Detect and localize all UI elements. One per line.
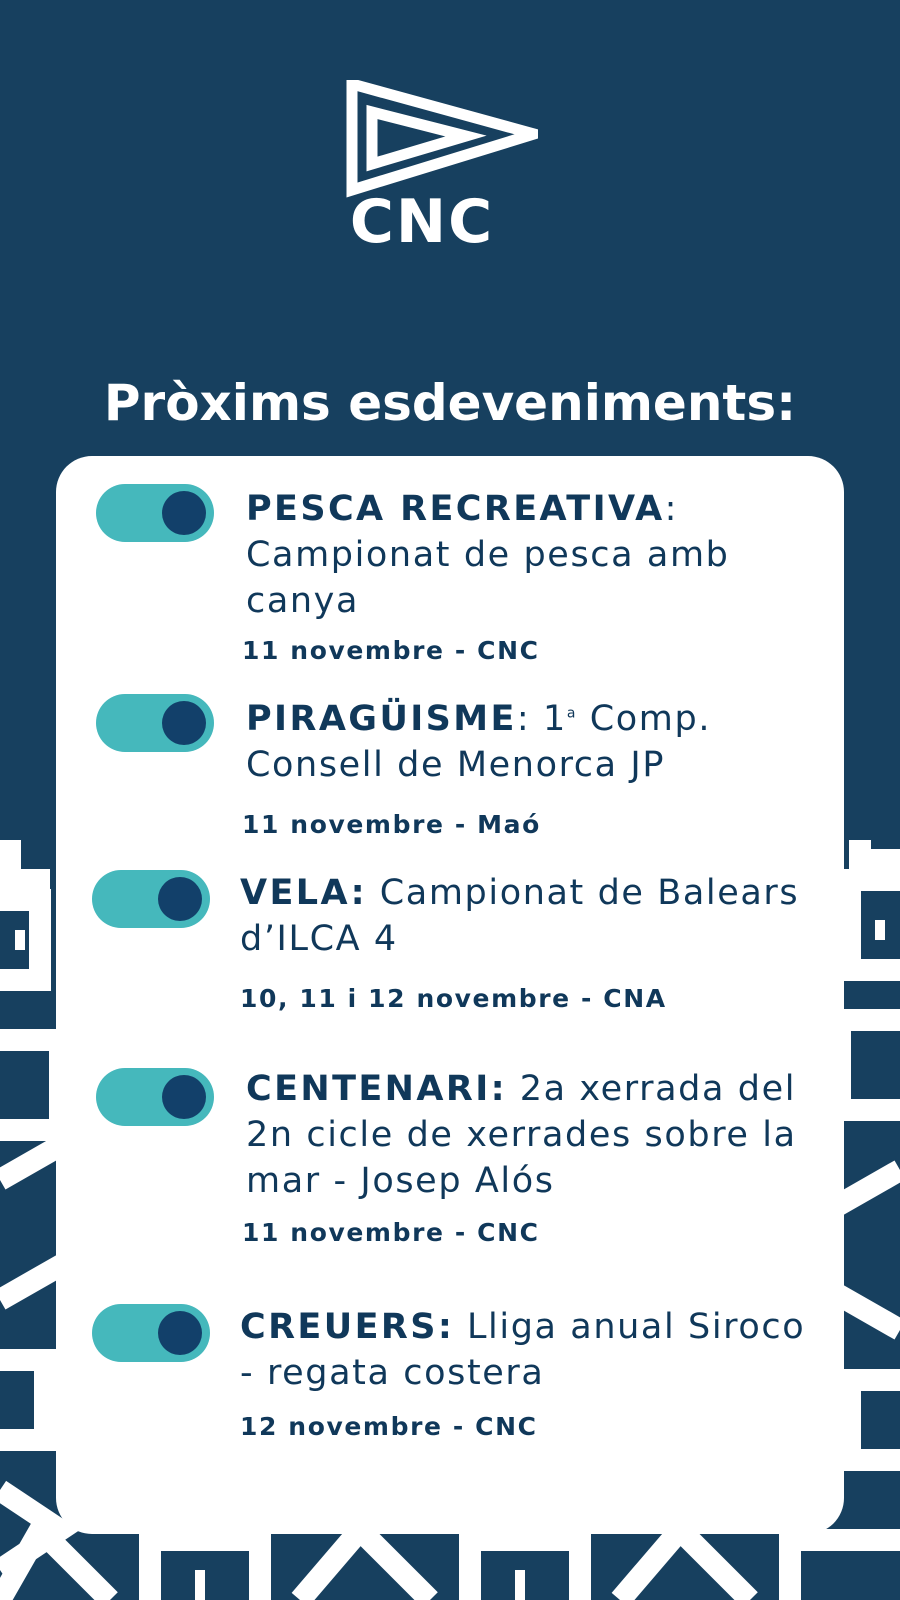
event-title [246, 696, 816, 788]
sail-triangle-logo-icon [338, 80, 538, 200]
event-category: CREUERS: [240, 1307, 455, 1347]
event-category: PESCA RECREATIVA [246, 489, 665, 529]
toggle-knob [162, 701, 206, 745]
event-description-pre: 1 [530, 699, 567, 739]
event-category: PIRAGÜISME [246, 699, 517, 739]
event-toggle[interactable] [96, 694, 214, 752]
event-date: 10, 11 i 12 novembre - CNA [240, 984, 667, 1013]
event-date: 11 novembre - CNC [242, 1218, 540, 1247]
event-separator: : [664, 489, 679, 529]
event-date: 11 novembre - CNC [242, 636, 540, 665]
event-title [240, 1304, 810, 1396]
event-description: Campionat de Balears d’ILCA 4 [240, 873, 800, 959]
event-description-post: Comp. Consell de Menorca JP [246, 699, 712, 785]
events-card [56, 456, 844, 1534]
event-date: 12 novembre - CNC [240, 1412, 538, 1441]
event-toggle[interactable] [96, 1068, 214, 1126]
toggle-knob [162, 1075, 206, 1119]
club-logo [338, 80, 558, 270]
toggle-knob [158, 1311, 202, 1355]
event-title [240, 870, 810, 962]
event-toggle[interactable] [96, 484, 214, 542]
event-description: Campionat de pesca amb canya [246, 535, 730, 621]
toggle-knob [158, 877, 202, 921]
event-date: 11 novembre - Maó [242, 810, 541, 839]
ordinal-mark: a [566, 705, 578, 722]
event-category: VELA: [240, 873, 368, 913]
event-title [246, 1066, 806, 1204]
page-title: Pròxims esdeveniments: [103, 373, 797, 432]
event-separator: : [516, 699, 531, 739]
toggle-knob [162, 491, 206, 535]
event-toggle[interactable] [92, 1304, 210, 1362]
event-description: Lliga anual Siroco - regata costera [240, 1307, 806, 1393]
event-category: CENTENARI: [246, 1069, 508, 1109]
event-title [246, 486, 816, 624]
event-description: 2a xerrada del 2n cicle de xerrades sobre la mar - Josep Alós [246, 1069, 797, 1201]
logo-wordmark: CNC [349, 187, 495, 257]
event-toggle[interactable] [92, 870, 210, 928]
